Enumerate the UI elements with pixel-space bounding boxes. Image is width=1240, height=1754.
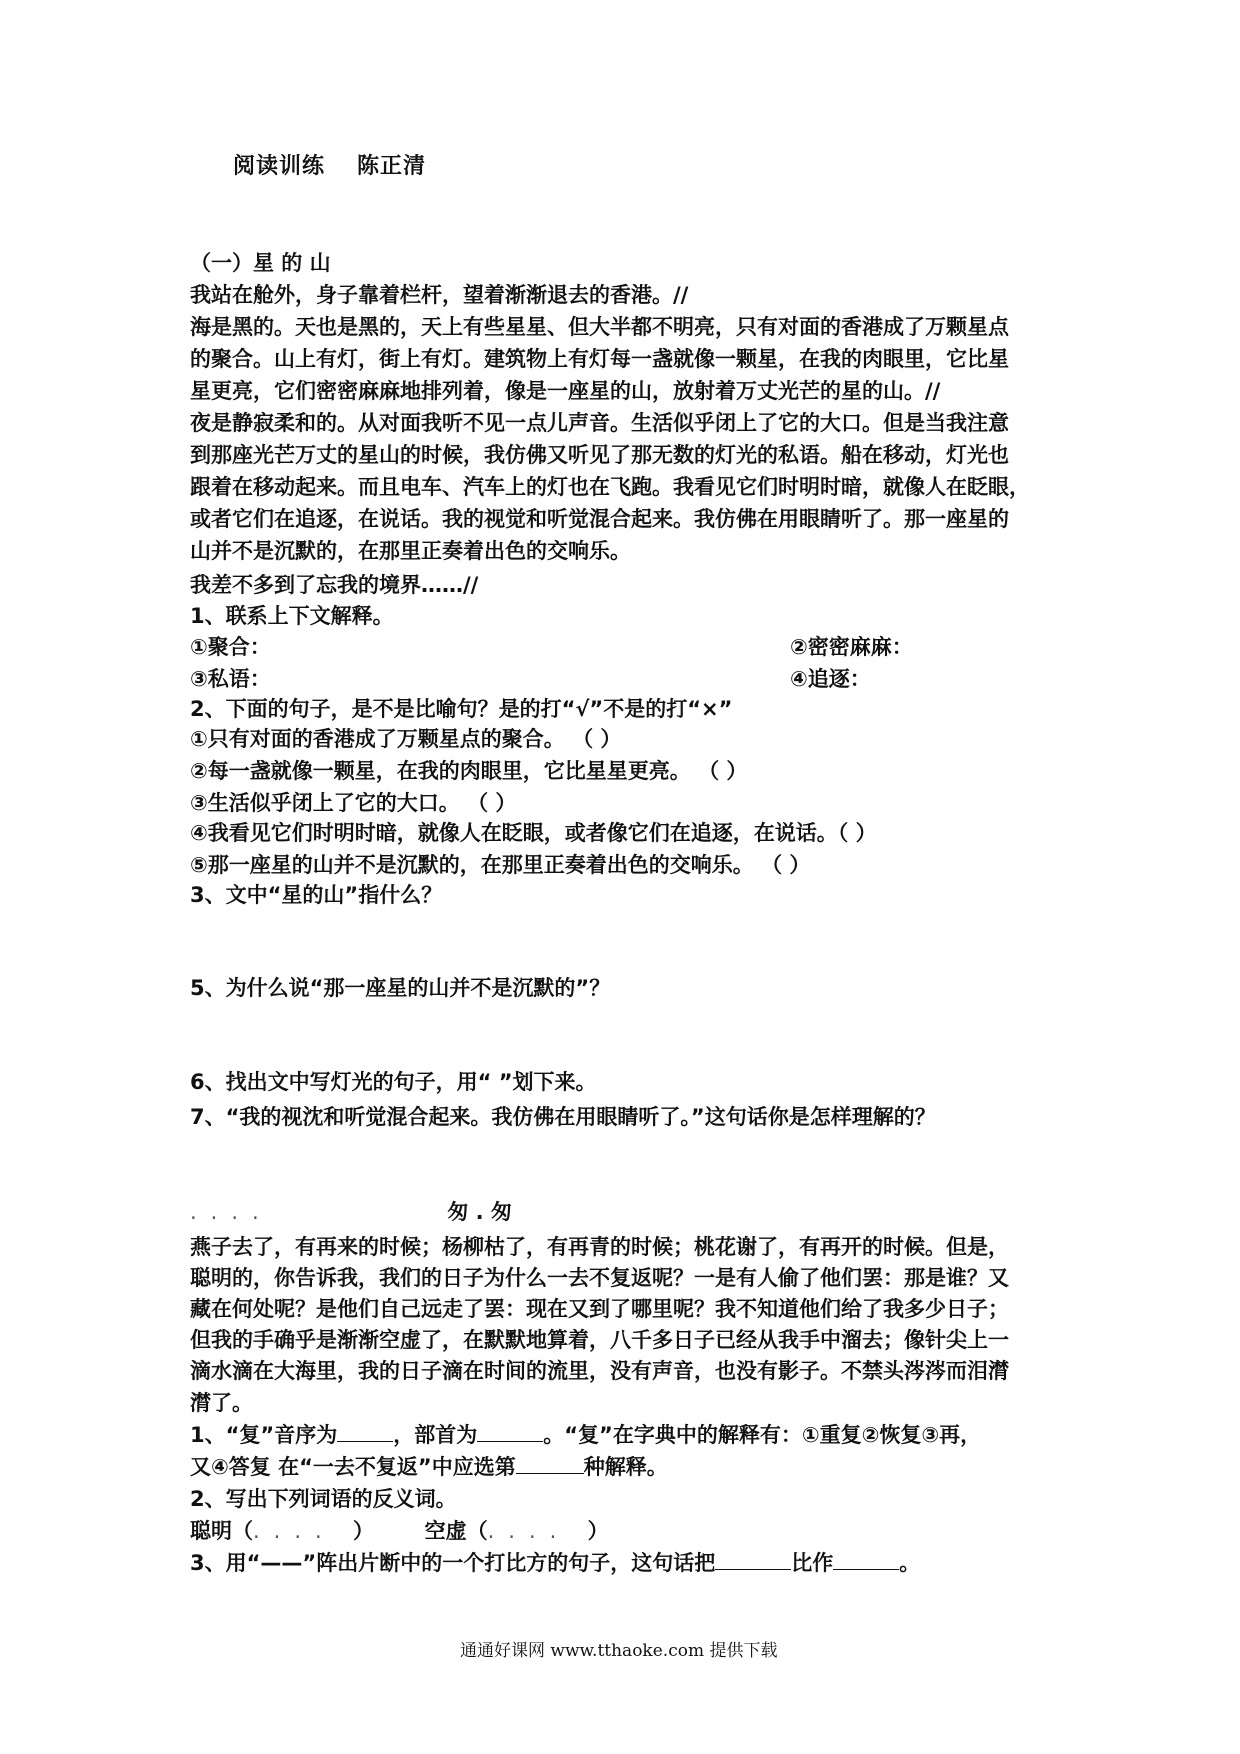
- passage-line: 星更亮，它们密密麻麻地排列着，像是一座星的山，放射着万丈光芒的星的山。//: [190, 379, 941, 403]
- title-text: 阅读训练: [233, 154, 326, 179]
- passage-line: 的聚合。山上有灯，街上有灯。建筑物上有灯每一盏就像一颗星，在我的肉眼里，它比星: [190, 347, 1009, 371]
- s2-question-1-cont: [190, 1452, 668, 1482]
- author-name: 陈正清: [357, 154, 427, 179]
- question-2: 2、下面的句子，是不是比喻句？是的打“√”不是的打“×”: [190, 697, 733, 721]
- q2-item: ②每一盏就像一颗星，在我的肉眼里，它比星星更亮。 （ ）: [190, 759, 748, 783]
- answer-blank[interactable]: [833, 1549, 899, 1570]
- passage-line: 滴水滴在大海里，我的日子滴在时间的流里，没有声音，也没有影子。不禁头涔涔而泪潸: [190, 1359, 1009, 1383]
- question-5: 5、为什么说“那一座星的山并不是沉默的”？: [190, 976, 611, 1000]
- answer-blank[interactable]: [477, 1421, 543, 1442]
- question-7: 7、“我的视沈和听觉混合起来。我仿佛在用眼睛听了。”这句话你是怎样理解的？: [190, 1105, 936, 1129]
- q3-text-b: 比作: [791, 1551, 834, 1575]
- passage-line: 但我的手确乎是渐渐空虚了，在默默地算着，八千多日子已经从我手中溜去；像针尖上一: [190, 1328, 1009, 1352]
- passage-line: 聪明的，你告诉我，我们的日子为什么一去不复返呢？一是有人偷了他们罢：那是谁？又: [190, 1266, 1009, 1290]
- q2-item: ①只有对面的香港成了万颗星点的聚合。 （ ）: [190, 727, 622, 751]
- question-6: 6、找出文中写灯光的句子，用“ ”划下来。: [190, 1070, 597, 1094]
- section2-heading: [190, 1197, 512, 1227]
- passage-line: 到那座光芒万丈的星山的时候，我仿佛又听见了那无数的灯光的私语。船在移动，灯光也: [190, 443, 1009, 467]
- answer-blank[interactable]: [516, 1453, 584, 1474]
- passage-line: 跟着在移动起来。而且电车、汽车上的灯也在飞跑。我看见它们时明时暗，就像人在眨眼，: [190, 475, 1030, 499]
- passage-line: 山并不是沉默的，在那里正奏着出色的交响乐。: [190, 539, 631, 563]
- passage-line: 我差不多到了忘我的境界……//: [190, 573, 479, 597]
- passage-line: 我站在舱外，身子靠着栏杆，望着渐渐退去的香港。//: [190, 283, 689, 307]
- answer-blank[interactable]: [715, 1549, 791, 1570]
- passage-line: 潸了。: [190, 1391, 253, 1415]
- antonym-b-label: 空虚（: [424, 1519, 488, 1543]
- question-1-row: [190, 664, 271, 694]
- antonym-b-close: ）: [587, 1519, 609, 1543]
- q1-text-d: 又④答复 在“一去不复返”中应选第: [190, 1455, 516, 1479]
- s2-question-2-row: 聪明（.... ） 空虚（.... ）: [190, 1519, 609, 1543]
- q1-item-a: ①聚合：: [190, 635, 271, 659]
- heading-dots: ....: [190, 1200, 273, 1224]
- q2-item: ④我看见它们时明时暗，就像人在眨眼，或者像它们在追逐，在说话。（ ）: [190, 821, 877, 845]
- q1-text-b: ，部首为: [393, 1423, 478, 1447]
- passage-line: 海是黑的。天也是黑的，天上有些星星、但大半都不明亮，只有对面的香港成了万颗星点: [190, 315, 1009, 339]
- q1-item-b: ②密密麻麻：: [790, 635, 913, 659]
- section1-heading: （一）星 的 山: [190, 251, 331, 275]
- question-1-row: [190, 632, 271, 662]
- footer-credit: 通通好课网 www.tthaoke.com 提供下载: [460, 1641, 778, 1661]
- q3-text-c: 。: [899, 1551, 921, 1575]
- passage-line: 夜是静寂柔和的。从对面我听不见一点儿声音。生活似乎闭上了它的大口。但是当我注意: [190, 411, 1009, 435]
- answer-blank[interactable]: [337, 1421, 393, 1442]
- page-title: [233, 152, 426, 182]
- s2-question-2: 2、写出下列词语的反义词。: [190, 1487, 457, 1511]
- question-1: 1、联系上下文解释。: [190, 604, 394, 628]
- antonym-a-close: ）: [353, 1519, 374, 1543]
- antonym-a-label: 聪明（: [190, 1519, 253, 1543]
- passage-line: 燕子去了，有再来的时候；杨柳枯了，有再青的时候；桃花谢了，有再开的时候。但是，: [190, 1235, 1009, 1259]
- q2-item: ③生活似乎闭上了它的大口。 （ ）: [190, 791, 517, 815]
- q1-text-c: 。“复”在字典中的解释有：①重复②恢复③再，: [543, 1423, 982, 1447]
- question-3: 3、文中“星的山”指什么？: [190, 883, 443, 907]
- s2-question-3: [190, 1548, 920, 1578]
- q1-item-c: ③私语：: [190, 667, 271, 691]
- q1-text-a: 1、“复”音序为: [190, 1423, 338, 1447]
- section2-title: 匆 . 匆: [447, 1200, 512, 1224]
- s2-question-1: [190, 1420, 981, 1450]
- q1-item-d: ④追逐：: [790, 667, 871, 691]
- passage-line: 或者它们在追逐，在说话。我的视觉和听觉混合起来。我仿佛在用眼睛听了。那一座星的: [190, 507, 1009, 531]
- q3-text-a: 3、用“——”阵出片断中的一个打比方的句子，这句话把: [190, 1551, 716, 1575]
- q2-item: ⑤那一座星的山并不是沉默的，在那里正奏着出色的交响乐。 （ ）: [190, 853, 811, 877]
- passage-line: 藏在何处呢？是他们自己远走了罢：现在又到了哪里呢？我不知道他们给了我多少日子；: [190, 1297, 1009, 1321]
- q1-text-e: 种解释。: [583, 1455, 668, 1479]
